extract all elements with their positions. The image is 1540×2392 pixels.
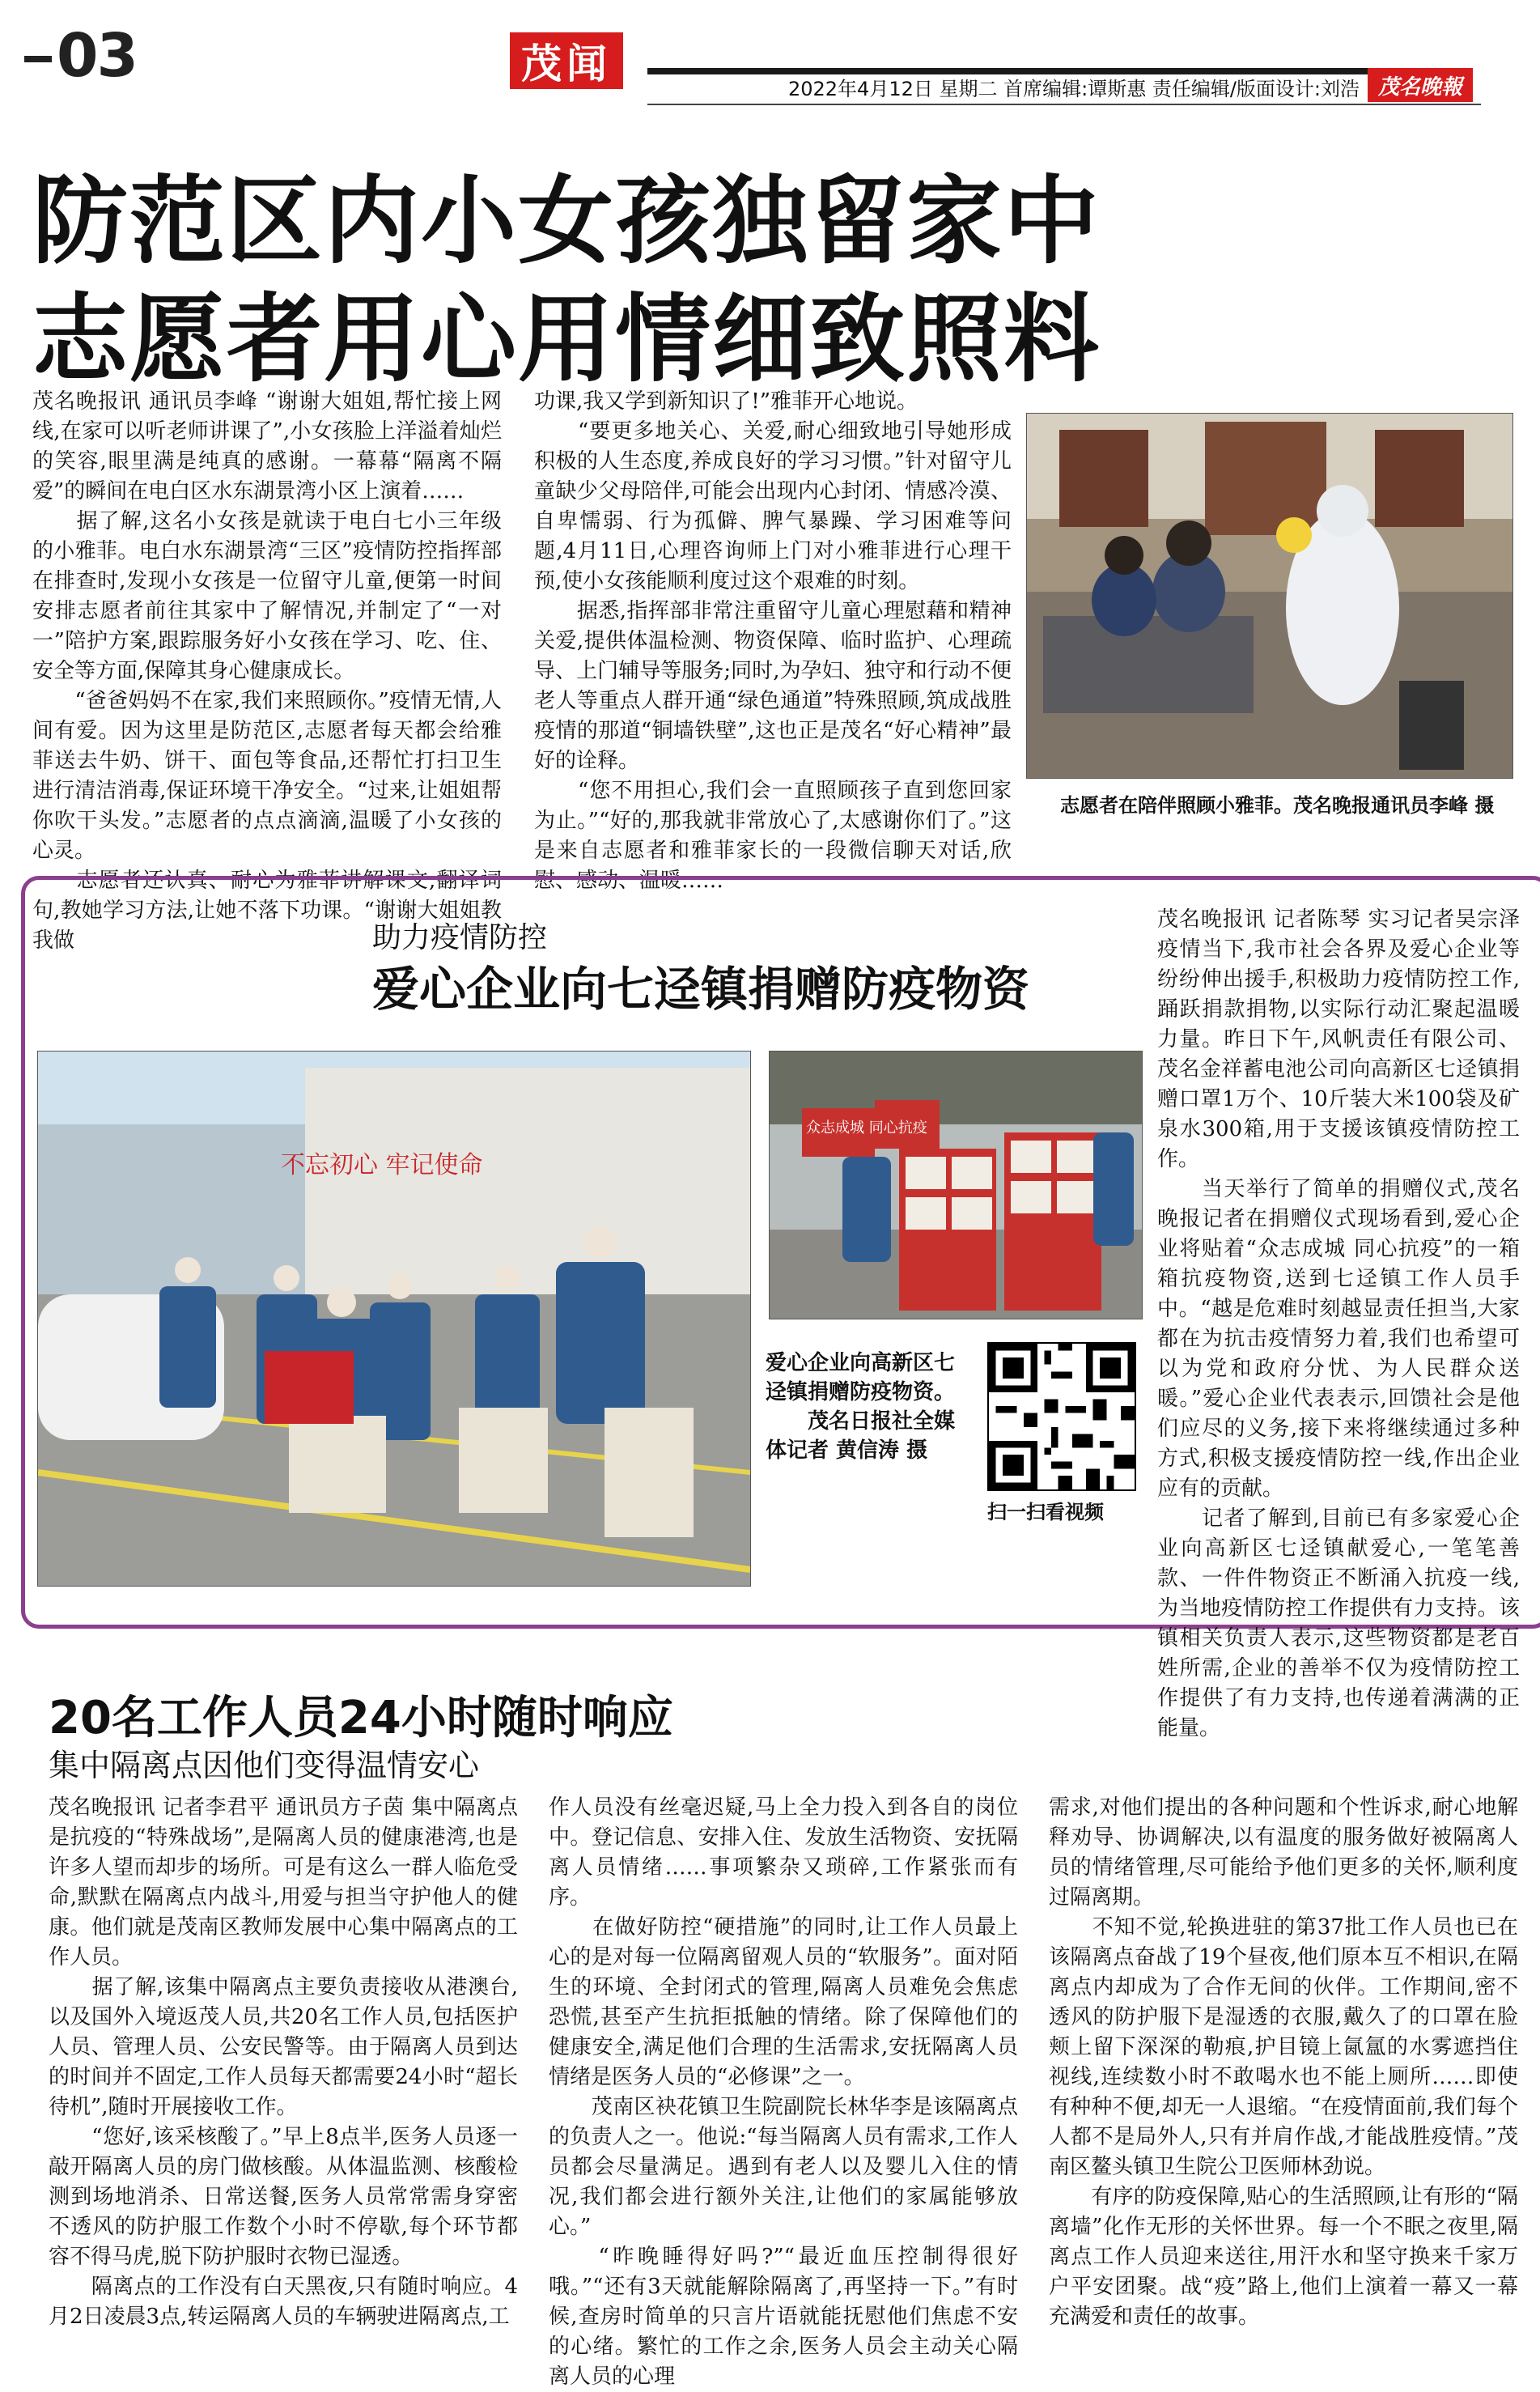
article1-col1: 茂名晚报讯 通讯员李峰 “谢谢大姐姐,帮忙接上网线,在家可以听老师讲课了”,小女孩脸上洋溢着灿烂的笑容,眼里满是纯真的感谢。一幕幕“隔离不隔爱”的瞬间在电白区水东湖景湾小区上演着…… 据了解,这名小女孩是就读于电白七小三年级的小雅菲。电白水东湖景湾“三区”疫情防控指挥部在排查时,发现小女孩是一位留守儿童,便第一时间安排志愿者前往其家中了解情况,并制定了“一对一”陪护方案,跟踪服务好小女孩在学习、吃、住、安全等方面,保障其身心健康成长。 “爸爸妈妈不在家,我们来照顾你。”疫情无情,人间有爱。因为这里是防范区,志愿者每天都会给雅菲送去牛奶、饼干、面包等食品,还帮忙打扫卫生进行清洁消毒,保证环境干净安全。“过来,让姐姐帮你吹干头发。”志愿者的点点滴滴,温暖了小女孩的心灵。 志愿者还认真、耐心为雅菲讲解课文,翻译词句,教她学习方法,让她不落下功课。“谢谢大姐姐教我做	[32, 389, 502, 953]
article2-kicker: 助力疫情防控	[372, 921, 548, 954]
article2-title: 爱心企业向七迳镇捐赠防疫物资	[372, 962, 1030, 1017]
header-underline	[647, 104, 1481, 105]
article3-title: 20名工作人员24小时随时响应	[49, 1692, 673, 1744]
paper-logo: 茂名晚報	[1368, 68, 1473, 102]
donation-photo-secondary	[769, 1051, 1143, 1319]
article3-subtitle: 集中隔离点因他们变得温情安心	[49, 1748, 480, 1783]
headline: 防范区内小女孩独留家中 志愿者用心用情细致照料	[32, 165, 1101, 395]
svg-text:不忘初心 牢记使命: 不忘初心 牢记使命	[281, 1151, 483, 1179]
article3-col3: 需求,对他们提出的各种问题和个性诉求,耐心地解释劝导、协调解决,以有温度的服务做好被隔离人员的情绪管理,尽可能给予他们更多的关怀,顺利度过隔离期。 不知不觉,轮换进驻的第37批工作人员也已在该隔离点奋战了19个昼夜,他们原本互不相识,在隔离点内却成为了合作无间的伙伴。工作期间,密不透风的防护服下是湿透的衣服,戴久了的口罩在脸颊上留下深深的勒痕,护目镜上氤氲的水雾遮挡住视线,连续数小时不敢喝水也不能上厕所……即使有种种不便,却无一人退缩。“在疫情面前,我们每个人都不是局外人,只有并肩作战,才能战胜疫情。”茂南区鳌头镇卫生院公卫医师林劲说。 有序的防疫保障,贴心的生活照顾,让有形的“隔离墙”化作无形的关怀世界。每一个不眠之夜里,隔离点工作人员迎来送往,用汗水和坚守换来千家万户平安团聚。战“疫”路上,他们上演着一幕又一幕充满爱和责任的故事。	[1049, 1795, 1518, 2329]
header-info: 2022年4月12日 星期二 首席编辑:谭斯惠 责任编辑/版面设计:刘浩	[787, 78, 1360, 100]
section-badge: 茂闻	[510, 32, 623, 89]
video-qr-code[interactable]	[987, 1342, 1136, 1491]
article2-col: 茂名晚报讯 记者陈琴 实习记者吴宗泽 疫情当下,我市社会各界及爱心企业等纷纷伸出援手,积极助力疫情防控工作,踊跃捐款捐物,以实际行动汇聚起温暖力量。昨日下午,风帆责任有限公司、茂名金祥蓄电池公司向高新区七迳镇捐赠口罩1万个、10斤装大米100袋及矿泉水300箱,用于支援该镇疫情防控工作。 当天举行了简单的捐赠仪式,茂名晚报记者在捐赠仪式现场看到,爱心企业将贴着“众志成城 同心抗疫”的一箱箱抗疫物资,送到七迳镇工作人员手中。“越是危难时刻越显责任担当,大家都在为抗击疫情努力着,我们也希望可以为党和政府分忧、为人民群众送暖。”爱心企业代表表示,回馈社会是他们应尽的义务,接下来将继续通过多种方式,积极支援疫情防控一线,作出企业应有的贡献。 记者了解到,目前已有多家爱心企业向高新区七迳镇献爱心,一笔笔善款、一件件物资正不断涌入抗疫一线,为当地疫情防控工作提供有力支持。该镇相关负责人表示,这些物资都是老百姓所需,企业的善举不仅为疫情防控工作提供了有力支持,也传递着满满的正能量。	[1157, 907, 1520, 1740]
qr-caption: 扫一扫看视频	[987, 1501, 1104, 1523]
article3-col1: 茂名晚报讯 记者李君平 通讯员方子茵 集中隔离点是抗疫的“特殊战场”,是隔离人员的健康港湾,也是许多人望而却步的场所。可是有这么一群人临危受命,默默在隔离点内战斗,用爱与担当守护他人的健康。他们就是茂南区教师发展中心集中隔离点的工作人员。 据了解,该集中隔离点主要负责接收从港澳台,以及国外入境返茂人员,共20名工作人员,包括医护人员、管理人员、公安民警等。由于隔离人员到达的时间并不固定,工作人员每天都需要24小时“超长待机”,随时开展接收工作。 “您好,该采核酸了。”早上8点半,医务人员逐一敲开隔离人员的房门做核酸。从体温监测、核酸检测到场地消杀、日常送餐,医务人员常常需身穿密不透风的防护服工作数个小时不停歇,每个环节都容不得马虎,脱下防护服时衣物已湿透。 隔离点的工作没有白天黑夜,只有随时响应。4月2日凌晨3点,转运隔离人员的车辆驶进隔离点,工	[49, 1795, 518, 2329]
article3-col2: 作人员没有丝毫迟疑,马上全力投入到各自的岗位中。登记信息、安排入住、发放生活物资、安抚隔离人员情绪……事项繁杂又琐碎,工作紧张而有序。 在做好防控“硬措施”的同时,让工作人员最上心的是对每一位隔离留观人员的“软服务”。面对陌生的环境、全封闭式的管理,隔离人员难免会焦虑恐慌,甚至产生抗拒抵触的情绪。除了保障他们的健康安全,满足他们合理的生活需求,安抚隔离人员情绪是医务人员的“必修课”之一。 茂南区袂花镇卫生院副院长林华李是该隔离点的负责人之一。他说:“每当隔离人员有需求,工作人员都会尽量满足。遇到有老人以及婴儿入住的情况,我们都会进行额外关注,让他们的家属能够放心。” “昨晚睡得好吗?”“最近血压控制得很好哦。”“还有3天就能解除隔离了,再坚持一下。”有时候,查房时简单的只言片语就能抚慰他们焦虑不安的心绪。繁忙的工作之余,医务人员会主动关心隔离人员的心理	[549, 1795, 1018, 2389]
donation-photo-note: 爱心企业向高新区七迳镇捐赠防疫物资。 茂名日报社全媒体记者 黄信涛 摄	[766, 1351, 956, 1463]
page-number: 03	[24, 21, 137, 91]
donation-photo-main	[37, 1051, 751, 1587]
article1-col2: 功课,我又学到新知识了!”雅菲开心地说。 “要更多地关心、关爱,耐心细致地引导她形成积极的人生态度,养成良好的学习习惯。”针对留守儿童缺少父母陪伴,可能会出现内心封闭、情感冷漠、自卑懦弱、行为孤僻、脾气暴躁、学习困难等问题,4月11日,心理咨询师上门对小雅菲进行心理干预,使小女孩能顺利度过这个艰难的时刻。 据悉,指挥部非常注重留守儿童心理慰藉和精神关爱,提供体温检测、物资保障、临时监护、心理疏导、上门辅导等服务;同时,为孕妇、独守和行动不便老人等重点人群开通“绿色通道”特殊照顾,筑成战胜疫情的那道“铜墙铁壁”,这也正是茂名“好心精神”最好的诠释。 “您不用担心,我们会一直照顾孩子直到您回家为止。”“好的,那我就非常放心了,太感谢你们了。”这是来自志愿者和雅菲家长的一段微信聊天对话,欣慰、感动、温暖……	[534, 389, 1012, 893]
volunteer-photo	[1026, 413, 1513, 779]
svg-text:众志成城 同心抗疫: 众志成城 同心抗疫	[806, 1120, 927, 1137]
photo-caption: 志愿者在陪伴照顾小雅菲。茂名晚报通讯员李峰 摄	[1060, 794, 1495, 817]
